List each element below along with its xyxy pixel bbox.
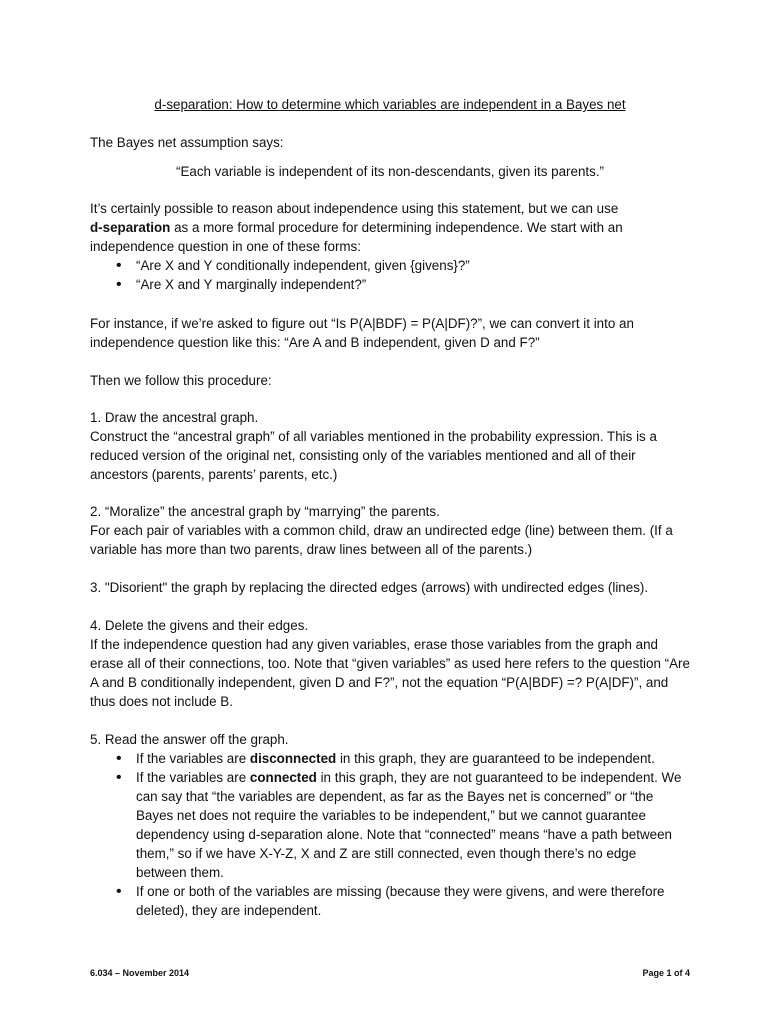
- answer-bold: connected: [249, 770, 317, 785]
- step-heading: 2. “Moralize” the ancestral graph by “marrying” the parents.: [90, 504, 440, 519]
- step-body: If the independence question had any given variables, erase those variables from the graph and erase all of their connections, too. Note that “given variables” as used here refers to the question “Are A and B conditionally independent, given D and F?”, not the equation “P(A|BDF) =? P(A|DF)”, and thus does not include B.: [90, 637, 690, 709]
- list-item: • “Are X and Y marginally independent?”: [90, 275, 690, 294]
- list-item: [90, 768, 690, 882]
- footer-page-number: Page 1 of 4: [642, 968, 690, 978]
- intro-text-2: as a more formal procedure for determining independence. We start with an independence question in one of these forms:: [90, 220, 623, 254]
- step-2: [90, 502, 690, 559]
- intro-paragraph: [90, 199, 690, 294]
- step-body: For each pair of variables with a common child, draw an undirected edge (line) between them. (If a variable has more than two parents, draw lines between all of the parents.): [90, 523, 673, 557]
- procedure-intro: Then we follow this procedure:: [90, 373, 272, 388]
- answer-text: If one or both of the variables are missing (because they were givens, and were therefore deleted), they are independent.: [136, 884, 665, 918]
- answer-text: If the variables are: [136, 751, 250, 766]
- answer-text: If the variables are: [136, 770, 250, 785]
- step-heading: 3. "Disorient" the graph by replacing the directed edges (arrows) with undirected edges (lines).: [90, 580, 649, 595]
- intro-text-1: It’s certainly possible to reason about independence using this statement, but we can use: [90, 201, 619, 216]
- instance-paragraph: For instance, if we’re asked to figure out “Is P(A|BDF) = P(A|DF)?”, we can convert it into an independence question like this: “Are A and B independent, given D and F?”: [90, 316, 634, 350]
- answer-text: in this graph, they are not guaranteed to be independent. We can say that “the variables are dependent, as far as the Bayes net is concerned” or “the Bayes net does not require the variables to be independent,” but we cannot guarantee dependency using d-separation alone. Note that “connected” means “have a path between them,” so if we have X-Y-Z, X and Z are still connected, even though there’s no edge between them.: [136, 770, 682, 880]
- question-forms-list: [90, 256, 690, 294]
- step-1: [90, 408, 690, 484]
- list-item: [90, 749, 690, 768]
- document-title: d-separation: How to determine which variables are independent in a Bayes net: [154, 97, 626, 112]
- step-heading: 1. Draw the ancestral graph.: [90, 410, 259, 425]
- intro-text: [90, 199, 690, 256]
- footer-course-date: 6.034 – November 2014: [90, 968, 190, 978]
- assumption-intro: The Bayes net assumption says:: [90, 135, 284, 150]
- step-5: [90, 730, 690, 920]
- step-heading: 5. Read the answer off the graph.: [90, 732, 289, 747]
- step-4: [90, 616, 690, 711]
- answers-list: [90, 749, 690, 920]
- answer-text: in this graph, they are guaranteed to be independent.: [336, 751, 655, 766]
- step-heading: 4. Delete the givens and their edges.: [90, 618, 309, 633]
- intro-bold-term: d-separation: [90, 220, 171, 235]
- step-body: Construct the “ancestral graph” of all variables mentioned in the probability expression. This is a reduced version of the original net, consisting only of the variables mentioned and all of their ancestors (parents, parents’ parents, etc.): [90, 429, 657, 482]
- answer-bold: disconnected: [249, 751, 337, 766]
- list-item: • “Are X and Y conditionally independent, given {givens}?”: [90, 256, 690, 275]
- list-item: [90, 882, 690, 920]
- assumption-quote: “Each variable is independent of its non-descendants, given its parents.”: [175, 164, 604, 179]
- step-3: [90, 578, 690, 597]
